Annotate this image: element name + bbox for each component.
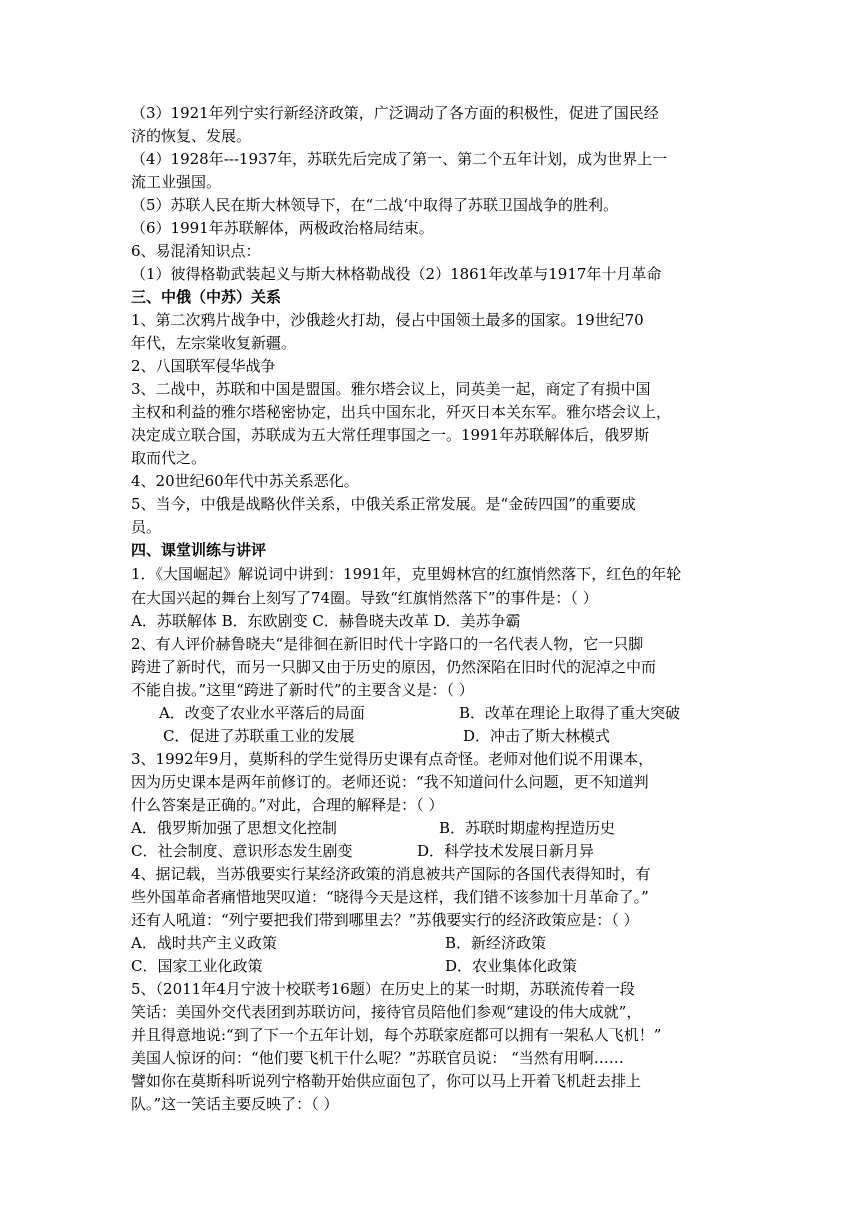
text-line: 济的恢复、发展。 <box>131 127 252 145</box>
option-c: C．促进了苏联重工业的发展 <box>163 727 355 745</box>
question-3 <box>131 748 731 863</box>
text-line: （4）1928年---1937年，苏联先后完成了第一、第二个五年计划，成为世界上一 <box>131 150 668 168</box>
text-line: 4、20世纪60年代中苏关系恶化。 <box>131 472 359 490</box>
question-line: 2、有人评价赫鲁晓夫“是徘徊在新旧时代十字路口的一名代表人物，它一只脚 <box>131 635 644 653</box>
text-line: 取而代之。 <box>131 449 207 467</box>
question-5 <box>131 978 731 1116</box>
question-options: A．苏联解体 B．东欧剧变 C．赫鲁晓夫改革 D．美苏争霸 <box>131 612 521 630</box>
text-line: 2、八国联军侵华战争 <box>131 357 276 375</box>
option-d: D．农业集体化政策 <box>445 957 578 975</box>
text-line: 决定成立联合国，苏联成为五大常任理事国之一。1991年苏联解体后，俄罗斯 <box>131 426 650 444</box>
text-line: 3、二战中，苏联和中国是盟国。雅尔塔会议上，同英美一起，商定了有损中国 <box>131 380 651 398</box>
text-line: 主权和利益的雅尔塔秘密协定，出兵中国东北，歼灭日本关东军。雅尔塔会议上， <box>131 403 672 421</box>
options-row <box>131 932 731 955</box>
confusing-line: （1）彼得格勒武装起义与斯大林格勒战役（2）1861年改革与1917年十月革命 <box>131 265 662 283</box>
option-c: C．社会制度、意识形态发生剧变 <box>131 842 353 860</box>
question-line: 3、1992年9月，莫斯科的学生觉得历史课有点奇怪。老师对他们说不用课本， <box>131 750 654 768</box>
option-b: B．改革在理论上取得了重大突破 <box>459 704 681 722</box>
question-2 <box>131 633 731 748</box>
question-line: 5、（2011年4月宁波十校联考16题）在历史上的某一时期，苏联流传着一段 <box>131 980 635 998</box>
question-line: 譬如你在莫斯科听说列宁格勒开始供应面包了，你可以马上开着飞机赶去排上 <box>131 1072 642 1090</box>
question-line: 不能自拔。”这里“跨进了新时代”的主要含义是：（ ） <box>131 681 474 699</box>
text-line: （6）1991年苏联解体，两极政治格局结束。 <box>131 219 434 237</box>
option-d: D．科学技术发展日新月异 <box>417 842 595 860</box>
text-line: 年代，左宗棠收复新疆。 <box>131 334 297 352</box>
question-line: 因为历史课本是两年前修订的。老师还说：“我不知道问什么问题，更不知道判 <box>131 773 649 791</box>
text-line: 1、第二次鸦片战争中，沙俄趁火打劫，侵占中国领土最多的国家。19世纪70 <box>131 311 644 329</box>
option-d: D．冲击了斯大林模式 <box>463 727 611 745</box>
question-1 <box>131 562 731 633</box>
question-line: 跨进了新时代，而另一只脚又由于历史的原因，仍然深陷在旧时代的泥淖之中而 <box>131 658 657 676</box>
question-line: 1．《大国崛起》解说词中讲到：1991年，克里姆林宫的红旗悄然落下，红色的年轮 <box>131 565 682 583</box>
question-line: 在大国兴起的舞台上刻写了74圈。导致“红旗悄然落下”的事件是：（ ） <box>131 589 598 607</box>
options-row <box>131 702 731 725</box>
options-row <box>131 840 731 863</box>
text-line: （3）1921年列宁实行新经济政策，广泛调动了各方面的积极性，促进了国民经 <box>131 104 659 122</box>
option-a: A．战时共产主义政策 <box>131 934 277 952</box>
text-line: （5）苏联人民在斯大林领导下，在“二战‘中取得了苏联卫国战争的胜利。 <box>131 196 618 214</box>
option-b: B．新经济政策 <box>445 934 547 952</box>
option-a: A．俄罗斯加强了思想文化控制 <box>131 819 337 837</box>
question-4 <box>131 863 731 978</box>
question-line: 4、据记载，当苏俄要实行某经济政策的消息被共产国际的各国代表得知时，有 <box>131 865 651 883</box>
question-line: 什么答案是正确的。”对此，合理的解释是：（ ） <box>131 796 444 814</box>
option-c: C．国家工业化政策 <box>131 957 263 975</box>
question-line: 并且得意地说:“到了下一个五年计划，每个苏联家庭都可以拥有一架私人飞机！” <box>131 1026 662 1044</box>
text-line: 5、当今，中俄是战略伙伴关系，中俄关系正常发展。是“金砖四国”的重要成 <box>131 495 636 513</box>
options-row <box>131 817 731 840</box>
question-line: 笑话：美国外交代表团到苏联访问，接待官员陪他们参观“建设的伟大成就”， <box>131 1003 642 1021</box>
question-line: 些外国革命者痛惜地哭叹道：“晓得今天是这样，我们错不该参加十月革命了。” <box>131 888 649 906</box>
question-line: 还有人吼道：“列宁要把我们带到哪里去？”苏俄要实行的经济政策应是：（ ） <box>131 911 639 929</box>
options-row <box>131 725 731 748</box>
document-page <box>131 102 731 1116</box>
text-line: 员。 <box>131 518 162 536</box>
section-heading: 三、中俄（中苏）关系 <box>131 288 282 306</box>
confusing-title: 6、易混淆知识点： <box>131 242 261 260</box>
question-line: 美国人惊讶的问：“他们要飞机干什么呢？”苏联官员说： “当然有用啊…… <box>131 1049 624 1067</box>
section-heading: 四、课堂训练与讲评 <box>131 541 267 559</box>
option-a: A．改变了农业水平落后的局面 <box>159 704 365 722</box>
question-line: 队。”这一笑话主要反映了：（ ） <box>131 1095 339 1113</box>
option-b: B．苏联时期虚构捏造历史 <box>439 819 616 837</box>
options-row <box>131 955 731 978</box>
text-line: 流工业强国。 <box>131 173 222 191</box>
